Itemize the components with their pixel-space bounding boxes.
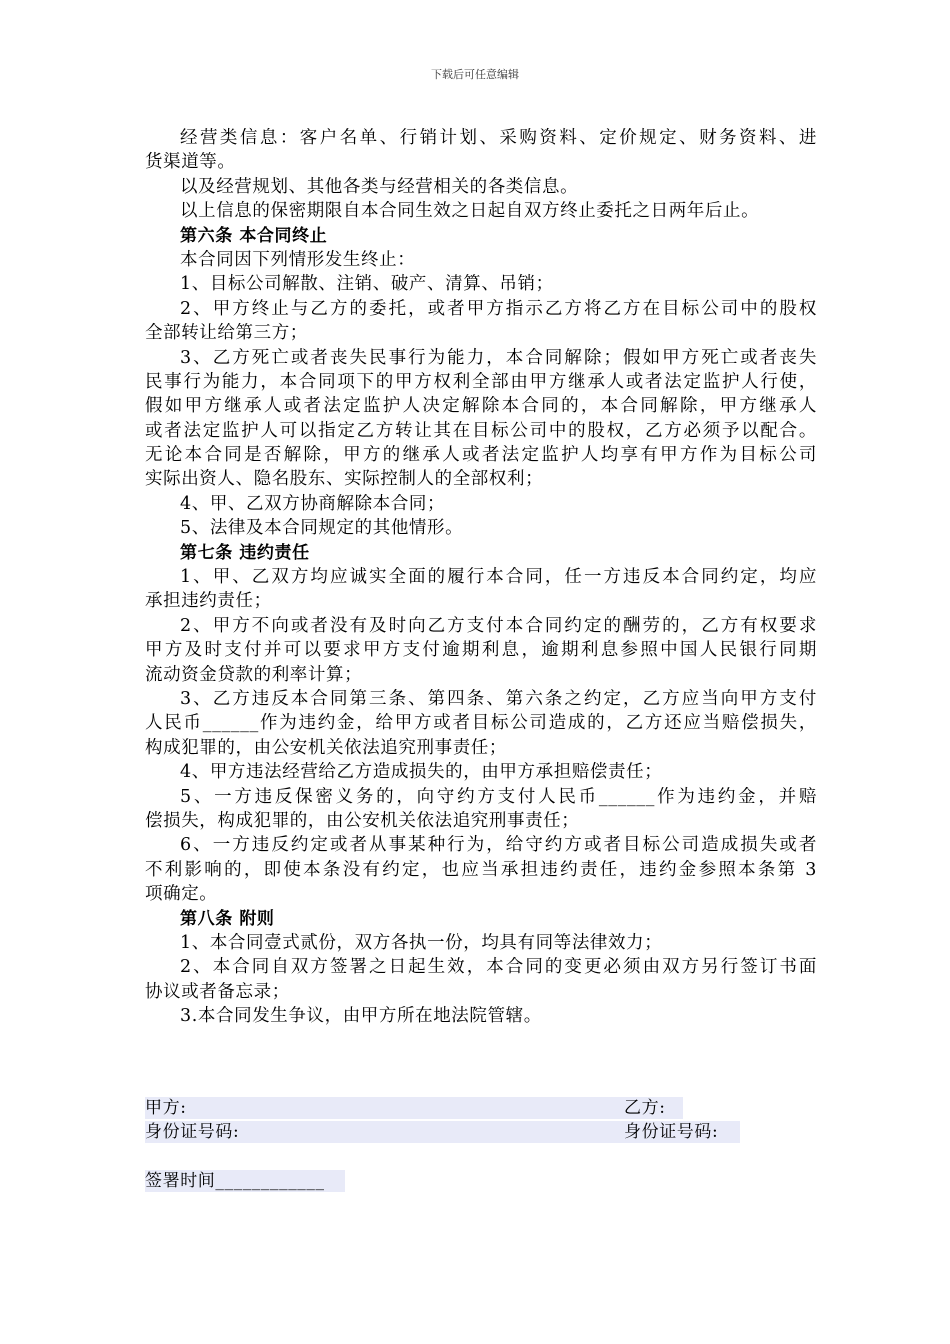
text-line: 构成犯罪的，由公安机关依法追究刑事责任； [145, 737, 507, 758]
text-line: 以上信息的保密期限自本合同生效之日起自双方终止委托之日两年后止。 [180, 201, 760, 222]
text-line: 民事行为能力，本合同项下的甲方权利全部由甲方继承人或者法定监护人行使， [145, 371, 817, 392]
text-line: 协议或者备忘录； [145, 981, 290, 1002]
signature-row-parties [145, 1097, 683, 1119]
text-line: 偿损失，构成犯罪的，由公安机关依法追究刑事责任； [145, 810, 580, 831]
text-line: 本合同因下列情形发生终止： [180, 249, 416, 270]
party-b-label: 乙方: [624, 1098, 666, 1118]
page-header: 下载后可任意编辑 [431, 68, 519, 81]
text-line: 承担违约责任； [145, 591, 272, 612]
text-line: 5、一方违反保密义务的，向守约方支付人民币______作为违约金，并赔 [180, 786, 817, 807]
text-line: 1、本合同壹式贰份，双方各执一份，均具有同等法律效力； [180, 932, 663, 953]
text-line: 货渠道等。 [145, 152, 236, 173]
text-line: 实际出资人、隐名股东、实际控制人的全部权利； [145, 469, 544, 490]
text-line: 3、乙方违反本合同第三条、第四条、第六条之约定，乙方应当向甲方支付 [180, 688, 817, 709]
text-line: 全部转让给第三方； [145, 323, 308, 344]
text-line: 假如甲方继承人或者法定监护人决定解除本合同的，本合同解除，甲方继承人 [145, 396, 817, 417]
section-heading: 第七条 违约责任 [180, 542, 310, 563]
text-line: 无论本合同是否解除，甲方的继承人或者法定监护人均享有甲方作为目标公司 [145, 445, 817, 466]
signature-row-id [145, 1121, 740, 1143]
text-line: 3、乙方死亡或者丧失民事行为能力，本合同解除；假如甲方死亡或者丧失 [180, 347, 817, 368]
text-line: 1、甲、乙双方均应诚实全面的履行本合同，任一方违反本合同约定，均应 [180, 567, 817, 588]
text-line: 以及经营规划、其他各类与经营相关的各类信息。 [180, 176, 579, 197]
text-line: 2、甲方终止与乙方的委托，或者甲方指示乙方将乙方在目标公司中的股权 [180, 298, 817, 319]
text-line: 2、甲方不向或者没有及时向乙方支付本合同约定的酬劳的，乙方有权要求 [180, 615, 817, 636]
section-heading: 第八条 附则 [180, 908, 275, 929]
text-line: 流动资金贷款的利率计算； [145, 664, 363, 685]
text-line: 4、甲方违法经营给乙方造成损失的，由甲方承担赔偿责任； [180, 762, 663, 783]
text-line: 人民币______作为违约金，给甲方或者目标公司造成的，乙方还应当赔偿损失， [145, 713, 817, 734]
text-line: 1、目标公司解散、注销、破产、清算、吊销； [180, 274, 554, 295]
contract-body [145, 126, 817, 1028]
text-line: 6、一方违反约定或者从事某种行为，给守约方或者目标公司造成损失或者 [180, 835, 817, 856]
text-line: 不利影响的，即使本条没有约定，也应当承担违约责任，违约金参照本条第 3 [145, 859, 817, 880]
text-line: 经营类信息：客户名单、行销计划、采购资料、定价规定、财务资料、进 [180, 128, 817, 148]
id-b-label: 身份证号码: [624, 1122, 719, 1142]
party-a-label: 甲方: [145, 1098, 187, 1118]
text-line: 2、本合同自双方签署之日起生效，本合同的变更必须由双方另行签订书面 [180, 957, 817, 978]
section-heading: 第六条 本合同终止 [180, 225, 328, 246]
text-line: 项确定。 [145, 884, 218, 905]
text-line: 甲方及时支付并可以要求甲方支付逾期利息，逾期利息参照中国人民银行同期 [145, 640, 817, 661]
id-a-label: 身份证号码: [145, 1122, 240, 1142]
text-line: 3.本合同发生争议，由甲方所在地法院管辖。 [180, 1006, 542, 1027]
text-line: 或者法定监护人可以指定乙方转让其在目标公司中的股权，乙方必须予以配合。 [145, 420, 817, 441]
text-line: 5、法律及本合同规定的其他情形。 [180, 518, 464, 539]
text-line: 4、甲、乙双方协商解除本合同； [180, 493, 446, 514]
sign-time-field: 签署时间____________ [145, 1170, 345, 1192]
